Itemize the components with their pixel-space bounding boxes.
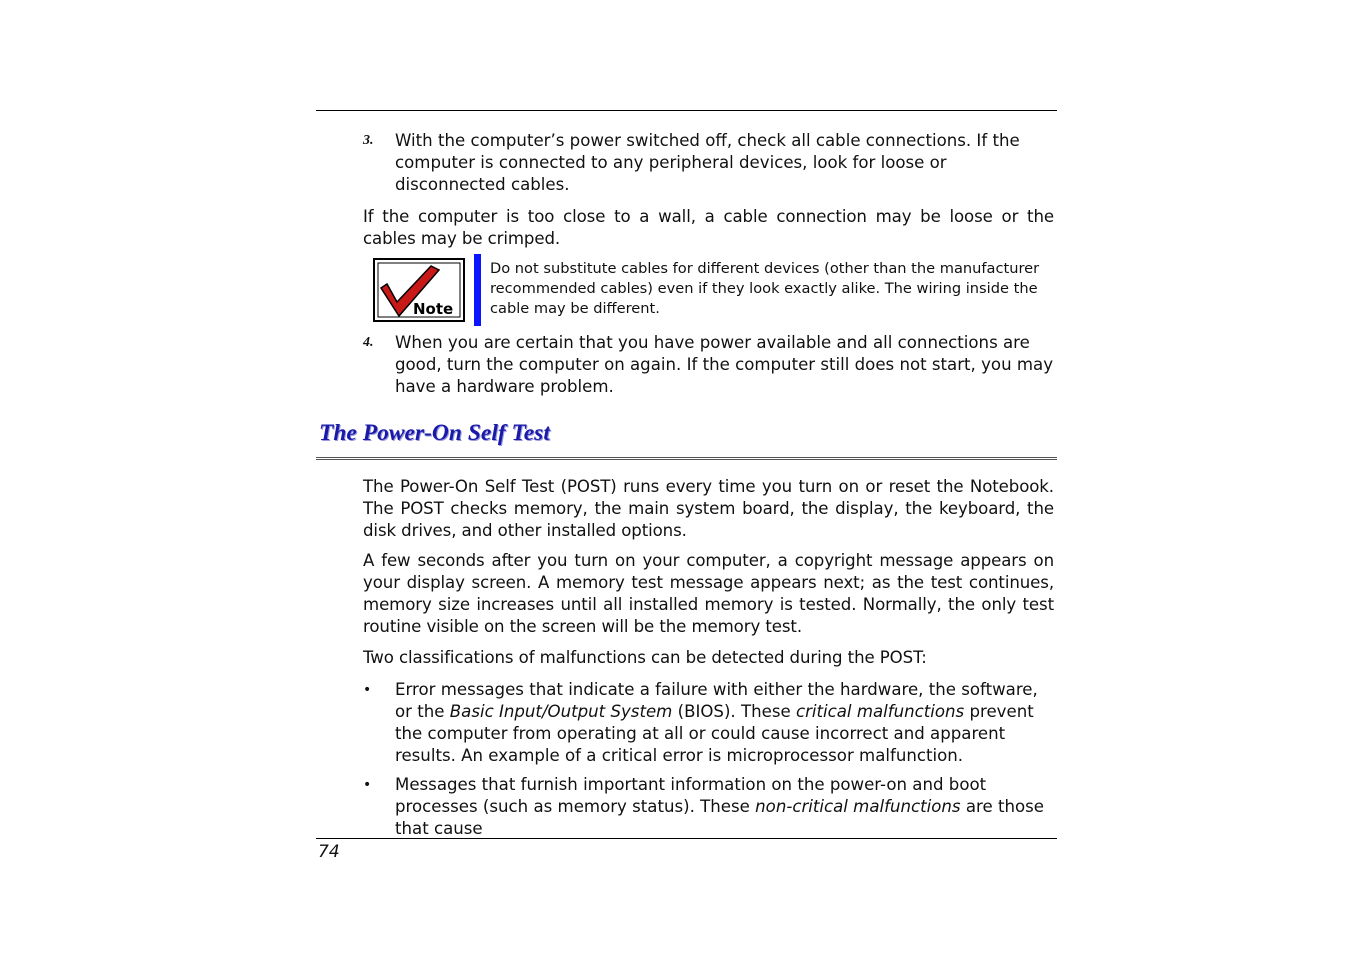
bullet-non-critical: [363, 774, 1054, 840]
step-number: 4.: [363, 335, 374, 350]
step-number: 3.: [363, 133, 374, 148]
bullet-critical: [363, 679, 1054, 767]
bullet-text-emphasis: Basic Input/Output System: [449, 702, 673, 721]
note-text: Do not substitute cables for different devices (other than the manufacturer recommended cables) even if they look exactly alike. The wiring inside the cable may be different.: [490, 260, 1040, 317]
bullet-text-part: prevent the computer from operating at all or could cause incorrect and apparent results. An example of a critical error is microprocessor malfunction.: [395, 702, 1034, 765]
footer-rule: [316, 838, 1057, 839]
wall-paragraph: If the computer is too close to a wall, a cable connection may be loose or the cables may be crimped.: [363, 207, 1054, 248]
header-rule: [316, 110, 1057, 111]
bullet-text: [395, 774, 1054, 840]
step-text: With the computer’s power switched off, check all cable connections. If the computer is connected to any peripheral devices, look for loose or disconnected cables.: [395, 131, 1020, 194]
post-paragraph-1: The Power-On Self Test (POST) runs every time you turn on or reset the Notebook. The POST checks memory, the main system board, the display, the keyboard, the disk drives, and other installed options.: [363, 477, 1054, 540]
bullet-text-part: are those that cause: [395, 797, 1044, 838]
post-paragraph-2: A few seconds after you turn on your computer, a copyright message appears on your display screen. A memory test message appears next; as the test continues, memory size increases until all installed memory is tested. Normally, the only test routine visible on the screen will be the memory test.: [363, 551, 1054, 636]
section-title: The Power-On Self Test: [319, 420, 550, 446]
bullet-text: [395, 679, 1054, 767]
note-bar: [474, 254, 481, 326]
bullet-text-emphasis: non-critical malfunctions: [755, 797, 961, 816]
bullet-marker: •: [363, 682, 372, 698]
post-paragraph-3: Two classifications of malfunctions can be detected during the POST:: [363, 648, 927, 667]
step-4: [363, 332, 1054, 398]
bullet-text-part: Messages that furnish important information on the power-on and boot processes (such as memory status). These: [395, 775, 987, 816]
note-icon: [373, 258, 465, 322]
section-rule: [316, 457, 1057, 460]
note-icon-label: Note: [413, 300, 454, 318]
step-3: [363, 130, 1054, 196]
step-text: When you are certain that you have power available and all connections are good, turn the computer on again. If the computer still does not start, you may have a hardware problem.: [395, 333, 1054, 396]
bullet-text-part: (BIOS). These: [672, 702, 796, 721]
bullet-text-part: Error messages that indicate a failure with either the hardware, the software, or the: [395, 680, 1038, 721]
bullet-text-emphasis: critical malfunctions: [795, 702, 965, 721]
bullet-marker: •: [363, 777, 372, 793]
page-number: 74: [318, 842, 340, 862]
